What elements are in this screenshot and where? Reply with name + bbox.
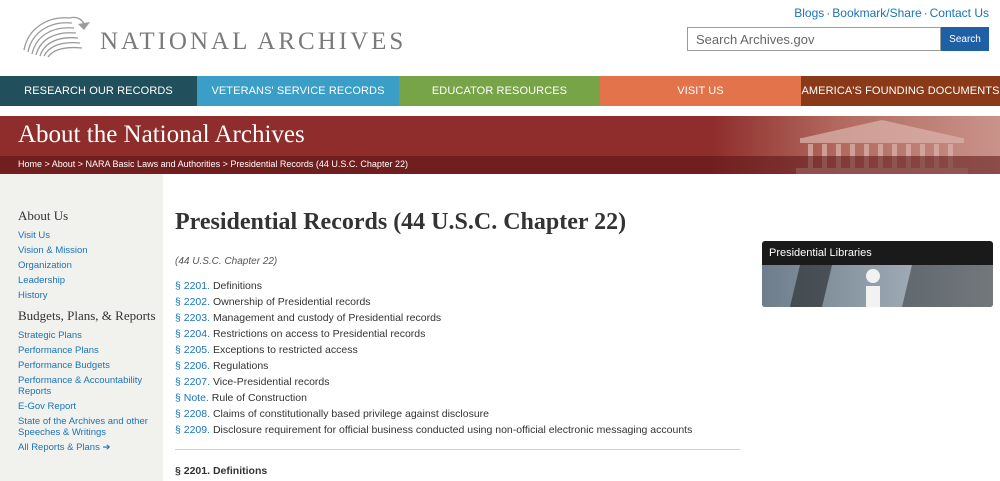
info-icon — [762, 265, 993, 307]
search-button[interactable]: Search — [941, 27, 989, 51]
sidebar-link-all-reports[interactable] — [18, 442, 163, 453]
arrow-right-icon: ➔ — [102, 442, 111, 453]
toc-section-link[interactable]: § 2207. — [175, 376, 211, 388]
toc-section-link[interactable]: § 2205. — [175, 344, 211, 356]
toc-item — [175, 422, 745, 438]
sidebar-link-organization[interactable]: Organization — [18, 260, 72, 271]
toc-item — [175, 374, 745, 390]
sidebar-link-leadership[interactable]: Leadership — [18, 275, 66, 286]
page-subtitle: (44 U.S.C. Chapter 22) — [175, 256, 278, 267]
table-of-contents — [175, 278, 745, 438]
toc-item-text: Exceptions to restricted access — [210, 344, 358, 356]
logo-wordmark: NATIONAL ARCHIVES — [100, 28, 407, 55]
toc-section-link[interactable]: § 2203. — [175, 312, 211, 324]
toc-item-text: Restrictions on access to Presidential records — [210, 328, 426, 340]
toc-item — [175, 390, 745, 406]
toc-item — [175, 406, 745, 422]
breadcrumb[interactable]: Home > About > NARA Basic Laws and Authorities > Presidential Records (44 U.S.C. Chapter 22) — [0, 156, 1000, 174]
sidebar-link-history[interactable]: History — [18, 290, 48, 301]
toc-item — [175, 278, 745, 294]
toc-item-text: Claims of constitutionally based privilege against disclosure — [210, 408, 490, 420]
eagle-logo-icon — [18, 10, 98, 62]
sidebar-link-visit-us[interactable]: Visit Us — [18, 230, 51, 241]
sidebar-heading-about-us: About Us — [18, 208, 69, 223]
utility-links — [794, 6, 989, 20]
nav-visit-us[interactable]: VISIT US — [600, 76, 801, 106]
toc-item-text: Vice-Presidential records — [210, 376, 330, 388]
section-heading: § 2201. Definitions — [175, 465, 268, 477]
toc-item-text: Definitions — [210, 280, 262, 292]
nav-research-our-records[interactable]: RESEARCH OUR RECORDS — [0, 76, 197, 106]
toc-section-link[interactable]: § Note. — [175, 392, 209, 404]
sidebar-link-performance-accountability[interactable]: Performance & Accountability Reports — [18, 375, 143, 397]
all-reports-label: All Reports & Plans — [18, 442, 100, 453]
presidential-libraries-card[interactable] — [762, 241, 993, 307]
sidebar-heading-budgets: Budgets, Plans, & Reports — [18, 308, 156, 323]
toc-item-text: Management and custody of Presidential records — [210, 312, 442, 324]
toc-section-link[interactable]: § 2204. — [175, 328, 211, 340]
nav-veterans-service-records[interactable]: VETERANS' SERVICE RECORDS — [197, 76, 399, 106]
nav-americas-founding-documents[interactable]: AMERICA'S FOUNDING DOCUMENTS — [801, 76, 1000, 106]
toc-item-text: Regulations — [210, 360, 269, 372]
sidebar-link-vision-mission[interactable]: Vision & Mission — [18, 245, 88, 256]
toc-section-link[interactable]: § 2201. — [175, 280, 211, 292]
sidebar-link-performance-plans[interactable]: Performance Plans — [18, 345, 99, 356]
sidebar-link-performance-budgets[interactable]: Performance Budgets — [18, 360, 110, 371]
sidebar-link-state-of-archives[interactable]: State of the Archives and other Speeches & Writings — [18, 416, 148, 438]
search-input[interactable] — [687, 27, 941, 51]
contact-us-link[interactable]: Contact Us — [929, 6, 989, 20]
toc-section-link[interactable]: § 2206. — [175, 360, 211, 372]
blogs-link[interactable]: Blogs — [794, 6, 825, 20]
card-label: Presidential Libraries — [769, 247, 872, 259]
toc-section-link[interactable]: § 2208. — [175, 408, 211, 420]
page-section-title: About the National Archives — [18, 121, 305, 148]
main-nav — [0, 76, 1000, 106]
toc-item-text: Disclosure requirement for official business conducted using non-official electronic messaging accounts — [210, 424, 693, 436]
sidebar-link-egov-report[interactable]: E-Gov Report — [18, 401, 77, 412]
toc-item-text: Rule of Construction — [208, 392, 307, 404]
card-image — [762, 265, 993, 307]
section-banner — [0, 116, 1000, 174]
search-form — [687, 27, 989, 51]
toc-item — [175, 342, 745, 358]
toc-item — [175, 310, 745, 326]
sidebar-link-strategic-plans[interactable]: Strategic Plans — [18, 330, 82, 341]
bookmark-share-link[interactable]: Bookmark/Share — [832, 6, 922, 20]
toc-item-text: Ownership of Presidential records — [210, 296, 371, 308]
site-logo[interactable] — [18, 8, 406, 64]
sidebar — [0, 174, 163, 481]
nav-educator-resources[interactable]: EDUCATOR RESOURCES — [399, 76, 600, 106]
toc-item — [175, 358, 745, 374]
toc-section-link[interactable]: § 2202. — [175, 296, 211, 308]
page-title: Presidential Records (44 U.S.C. Chapter 22) — [175, 209, 627, 235]
toc-item — [175, 326, 745, 342]
site-header — [0, 0, 1000, 76]
utility-separator: · — [923, 6, 928, 20]
content-divider — [175, 449, 740, 450]
toc-section-link[interactable]: § 2209. — [175, 424, 211, 436]
utility-separator: · — [826, 6, 831, 20]
toc-item — [175, 294, 745, 310]
